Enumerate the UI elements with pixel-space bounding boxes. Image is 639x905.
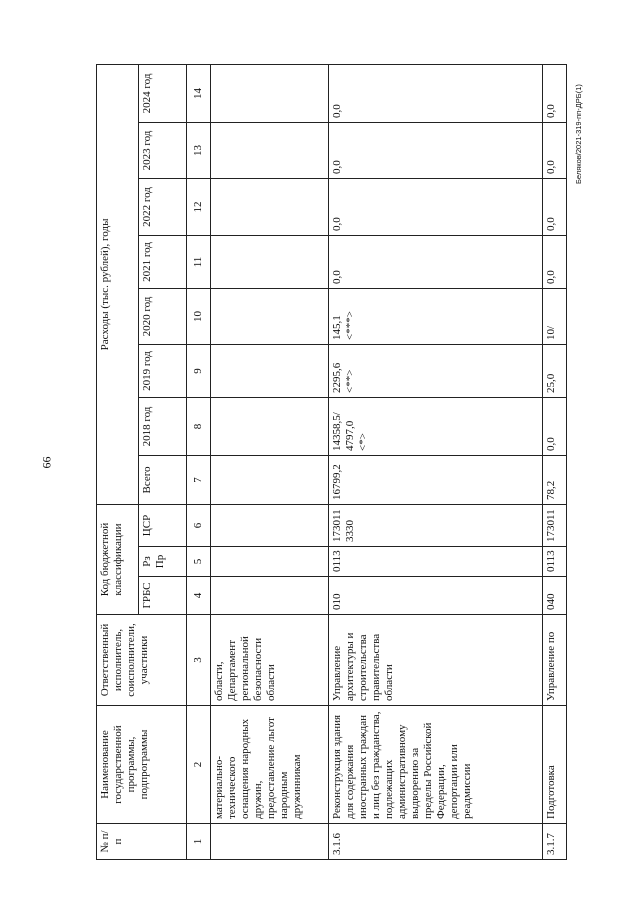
row-2019: 2295,6 <**>: [329, 345, 543, 398]
header-budget-code: Код бюджетной классификации: [97, 505, 139, 615]
row-2024: 0,0: [329, 64, 543, 122]
row-rz: 0113: [543, 547, 567, 577]
row-num: 3.1.7: [543, 824, 567, 860]
header-num: № п/п: [97, 824, 187, 860]
header-2023: 2023 год: [139, 123, 187, 179]
document-id: Беляков/2021-319-пп-ДРБ(1): [574, 84, 583, 184]
col-number: 7: [187, 456, 211, 505]
row-name: Реконструкция здания для содержания иностранных граждан и лиц без гражданства, подлежащих административному выдворению за пределы Российской Федерации, депортации или реадмиссии: [329, 706, 543, 824]
row-2023: 0,0: [543, 123, 567, 179]
page-number: 66: [39, 456, 54, 469]
header-2020: 2020 год: [139, 289, 187, 345]
rotated-table-container: [96, 65, 566, 860]
row-csr: [211, 505, 329, 547]
row-grbs: [211, 577, 329, 615]
row-total: 16799,2: [329, 456, 543, 505]
header-2021: 2021 год: [139, 236, 187, 289]
row-total: [211, 456, 329, 505]
header-grbs: ГРБС: [139, 577, 187, 615]
row-2021: 0,0: [543, 236, 567, 289]
row-2018: 0,0: [543, 398, 567, 456]
row-2024: [211, 64, 329, 122]
table-row: [543, 64, 567, 859]
header-2024: 2024 год: [139, 64, 187, 122]
row-grbs: 010: [329, 577, 543, 615]
row-rz: [211, 547, 329, 577]
row-name: материально-технического оснащения народных дружин, предоставление льгот народным дружинникам: [211, 706, 329, 824]
header-rz: Рз Пр: [139, 547, 187, 577]
col-number: 10: [187, 289, 211, 345]
row-2022: 0,0: [543, 179, 567, 236]
row-2018: [211, 398, 329, 456]
row-2020: 10/: [543, 289, 567, 345]
budget-table: [96, 64, 567, 860]
row-2021: 0,0: [329, 236, 543, 289]
row-2018: 14358,5/ 4797,0 <*>: [329, 398, 543, 456]
header-name: Наименование государственной программы, подпрограммы: [97, 706, 187, 824]
col-number: 6: [187, 505, 211, 547]
row-rz: 0113: [329, 547, 543, 577]
row-num: 3.1.6: [329, 824, 543, 860]
col-number: 11: [187, 236, 211, 289]
header-2019: 2019 год: [139, 345, 187, 398]
col-number: 8: [187, 398, 211, 456]
col-number: 9: [187, 345, 211, 398]
header-2022: 2022 год: [139, 179, 187, 236]
header-csr: ЦСР: [139, 505, 187, 547]
col-number: 12: [187, 179, 211, 236]
row-2021: [211, 236, 329, 289]
header-total: Всего: [139, 456, 187, 505]
header-2018: 2018 год: [139, 398, 187, 456]
row-2019: [211, 345, 329, 398]
table-row: [329, 64, 543, 859]
row-name: Подготовка: [543, 706, 567, 824]
row-2023: 0,0: [329, 123, 543, 179]
row-csr: 173011: [543, 505, 567, 547]
row-2022: [211, 179, 329, 236]
row-2022: 0,0: [329, 179, 543, 236]
col-number: 13: [187, 123, 211, 179]
col-number: 3: [187, 615, 211, 706]
row-responsible: Управление по: [543, 615, 567, 706]
col-number: 14: [187, 64, 211, 122]
header-responsible: Ответственный исполнитель, соисполнители, участники: [97, 615, 187, 706]
row-csr: 173011 3330: [329, 505, 543, 547]
row-total: 78,2: [543, 456, 567, 505]
row-2019: 25,0: [543, 345, 567, 398]
col-number: 5: [187, 547, 211, 577]
col-number: 2: [187, 706, 211, 824]
row-2023: [211, 123, 329, 179]
row-2024: 0,0: [543, 64, 567, 122]
row-2020: [211, 289, 329, 345]
row-responsible: Управление архитектуры и строительства правительства области: [329, 615, 543, 706]
col-number: 1: [187, 824, 211, 860]
col-number: 4: [187, 577, 211, 615]
header-expenses: Расходы (тыс. рублей), годы: [97, 64, 139, 504]
row-grbs: 040: [543, 577, 567, 615]
row-num: [211, 824, 329, 860]
row-2020: 145,1 <***>: [329, 289, 543, 345]
table-row: [211, 64, 329, 859]
row-responsible: области, Департамент региональной безопасности области: [211, 615, 329, 706]
